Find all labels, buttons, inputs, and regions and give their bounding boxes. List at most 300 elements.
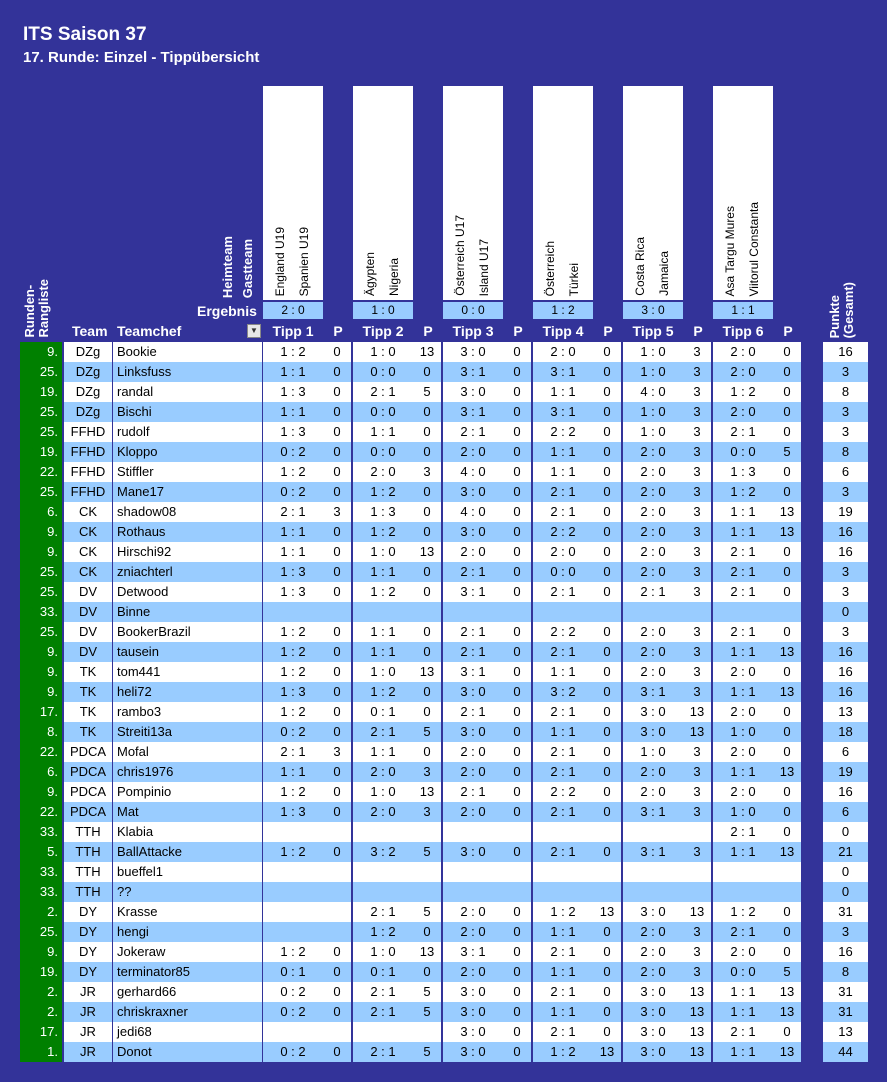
team-cell: DZg (64, 362, 112, 382)
tipp-cell: 1 : 2 (263, 462, 323, 482)
teamchef-cell: Stiffler (113, 462, 262, 482)
points-cell: 0 (323, 562, 351, 582)
rank-cell: 17. (20, 702, 62, 722)
tipp-cell: 1 : 1 (263, 402, 323, 422)
tipp-header: Tipp 4 (542, 323, 584, 339)
points-cell (413, 822, 441, 842)
points-cell: 0 (503, 902, 531, 922)
tipp-cell: 3 : 1 (623, 842, 683, 862)
total-points-cell: 6 (823, 802, 868, 822)
tipp-cell: 2 : 1 (443, 422, 503, 442)
table-row (0, 862, 887, 882)
total-points-cell: 31 (823, 902, 868, 922)
points-cell: 0 (593, 462, 621, 482)
points-cell: 0 (593, 382, 621, 402)
total-points-cell: 16 (823, 522, 868, 542)
tipp-cell: 3 : 0 (623, 1002, 683, 1022)
tipp-cell: 3 : 0 (443, 722, 503, 742)
points-cell: 0 (503, 522, 531, 542)
points-cell (593, 822, 621, 842)
table-row (0, 582, 887, 602)
tipp-cell (533, 882, 593, 902)
table-row (0, 902, 887, 922)
tipp-cell: 3 : 2 (533, 682, 593, 702)
tipp-cell: 3 : 1 (443, 582, 503, 602)
points-cell: 3 (683, 942, 711, 962)
table-row (0, 1042, 887, 1062)
rank-cell: 19. (20, 962, 62, 982)
tipp-cell: 1 : 1 (263, 542, 323, 562)
points-cell: 0 (593, 662, 621, 682)
points-cell: 0 (413, 482, 441, 502)
points-cell: 0 (323, 422, 351, 442)
points-cell: 0 (323, 442, 351, 462)
table-row (0, 982, 887, 1002)
points-cell: 0 (593, 742, 621, 762)
tipp-cell: 2 : 0 (713, 362, 773, 382)
team-cell: TK (64, 682, 112, 702)
points-cell: 0 (413, 562, 441, 582)
tipp-cell: 1 : 2 (353, 922, 413, 942)
team-cell: FFHD (64, 422, 112, 442)
points-cell: 13 (773, 1002, 801, 1022)
match-column-1 (263, 86, 323, 300)
tipp-cell: 1 : 2 (263, 342, 323, 362)
tipp-cell: 2 : 1 (263, 742, 323, 762)
team-cell: PDCA (64, 782, 112, 802)
total-points-cell: 0 (823, 602, 868, 622)
points-cell (503, 862, 531, 882)
points-cell (323, 862, 351, 882)
points-cell: 0 (323, 462, 351, 482)
total-points-cell: 0 (823, 822, 868, 842)
tipp-cell (263, 882, 323, 902)
rank-cell: 25. (20, 422, 62, 442)
points-cell: 0 (773, 382, 801, 402)
points-cell: 0 (323, 782, 351, 802)
teamchef-cell: heli72 (113, 682, 262, 702)
tipp-cell: 1 : 1 (713, 842, 773, 862)
tipp-cell: 4 : 0 (443, 502, 503, 522)
points-cell: 3 (683, 742, 711, 762)
points-cell (323, 1022, 351, 1042)
points-cell: 13 (413, 542, 441, 562)
points-cell: 0 (503, 542, 531, 562)
tipp-cell: 3 : 1 (623, 682, 683, 702)
rank-cell: 17. (20, 1022, 62, 1042)
rank-cell: 2. (20, 1002, 62, 1022)
points-cell: 3 (683, 802, 711, 822)
total-points-cell: 0 (823, 862, 868, 882)
tipp-cell: 2 : 0 (443, 962, 503, 982)
tipp-cell: 2 : 1 (533, 982, 593, 1002)
rank-cell: 9. (20, 662, 62, 682)
points-cell: 5 (413, 1042, 441, 1062)
points-cell (413, 602, 441, 622)
tipp-cell (713, 862, 773, 882)
team-cell: DY (64, 962, 112, 982)
tipp-cell: 2 : 1 (713, 422, 773, 442)
points-cell: 13 (413, 942, 441, 962)
teamchef-cell: chriskraxner (113, 1002, 262, 1022)
tipp-cell: 0 : 2 (263, 482, 323, 502)
team-cell: CK (64, 542, 112, 562)
points-cell: 3 (323, 742, 351, 762)
points-cell: 3 (413, 762, 441, 782)
tipp-cell: 3 : 0 (443, 522, 503, 542)
points-cell: 3 (413, 462, 441, 482)
match-column-5 (623, 86, 683, 300)
tipp-cell: 3 : 2 (353, 842, 413, 862)
tipp-cell: 1 : 3 (263, 582, 323, 602)
points-cell (413, 1022, 441, 1042)
points-cell: 0 (593, 502, 621, 522)
points-cell: 3 (683, 522, 711, 542)
points-cell: 0 (773, 622, 801, 642)
table-row (0, 422, 887, 442)
tipp-cell: 2 : 1 (533, 1022, 593, 1042)
runden-rangliste-label: Runden- Rangliste (22, 279, 51, 338)
tipp-cell (263, 902, 323, 922)
total-points-cell: 31 (823, 1002, 868, 1022)
total-points-cell: 18 (823, 722, 868, 742)
punkte-gesamt-label: Punkte (Gesamt) (827, 281, 856, 338)
points-cell: 0 (323, 482, 351, 502)
tipp-cell: 2 : 1 (443, 782, 503, 802)
tipp-cell: 0 : 0 (353, 402, 413, 422)
rank-cell: 33. (20, 822, 62, 842)
tipp-cell: 0 : 1 (353, 962, 413, 982)
points-cell: 0 (413, 622, 441, 642)
tipp-header: Tipp 5 (632, 323, 674, 339)
tipp-cell: 0 : 1 (353, 702, 413, 722)
tipp-cell: 1 : 1 (533, 722, 593, 742)
rank-cell: 22. (20, 802, 62, 822)
tipp-cell (533, 822, 593, 842)
tipp-header: Tipp 3 (452, 323, 494, 339)
tipp-cell: 3 : 1 (443, 942, 503, 962)
points-cell: 0 (503, 702, 531, 722)
points-cell: 0 (503, 1002, 531, 1022)
table-row (0, 342, 887, 362)
team-cell: CK (64, 502, 112, 522)
tipp-cell: 3 : 1 (533, 402, 593, 422)
rank-cell: 2. (20, 982, 62, 1002)
points-cell: 0 (503, 622, 531, 642)
points-cell: 0 (323, 582, 351, 602)
tipp-cell (443, 602, 503, 622)
table-row (0, 882, 887, 902)
tipp-cell: 2 : 0 (443, 802, 503, 822)
points-cell (773, 882, 801, 902)
tipp-cell: 1 : 2 (353, 522, 413, 542)
team-cell: FFHD (64, 462, 112, 482)
tipp-cell: 2 : 0 (623, 962, 683, 982)
points-cell (323, 922, 351, 942)
rank-cell: 6. (20, 502, 62, 522)
tipp-cell: 1 : 3 (263, 382, 323, 402)
tipp-cell: 2 : 0 (623, 662, 683, 682)
tipp-cell: 2 : 1 (533, 742, 593, 762)
tipp-cell: 2 : 1 (533, 942, 593, 962)
points-cell (593, 882, 621, 902)
team-cell: FFHD (64, 442, 112, 462)
points-cell: 0 (593, 802, 621, 822)
tipp-cell: 2 : 0 (443, 922, 503, 942)
tipp-cell: 1 : 2 (263, 662, 323, 682)
tipp-cell: 0 : 2 (263, 1002, 323, 1022)
tipp-cell: 2 : 0 (353, 762, 413, 782)
teamchef-cell: Detwood (113, 582, 262, 602)
points-cell: 0 (773, 542, 801, 562)
tipp-cell: 3 : 0 (623, 1022, 683, 1042)
team-cell: DY (64, 902, 112, 922)
table-row (0, 702, 887, 722)
tipp-cell: 2 : 0 (713, 742, 773, 762)
team-cell: DV (64, 582, 112, 602)
match-result: 1 : 0 (353, 302, 413, 319)
total-points-cell: 31 (823, 982, 868, 1002)
team-cell: FFHD (64, 482, 112, 502)
tipp-cell: 2 : 0 (713, 342, 773, 362)
tipp-cell: 2 : 1 (443, 562, 503, 582)
tipp-cell: 1 : 3 (263, 682, 323, 702)
tipp-cell: 0 : 0 (713, 442, 773, 462)
points-cell: 0 (593, 762, 621, 782)
points-cell: 3 (683, 962, 711, 982)
tipp-cell (443, 822, 503, 842)
points-cell: 0 (773, 582, 801, 602)
tipp-cell: 2 : 1 (533, 502, 593, 522)
points-header: P (693, 323, 703, 339)
teamchef-cell: bueffel1 (113, 862, 262, 882)
team-cell: JR (64, 1022, 112, 1042)
tipp-cell: 2 : 0 (533, 542, 593, 562)
tipp-cell: 3 : 0 (623, 982, 683, 1002)
match-column-6 (713, 86, 773, 300)
teamchef-filter-button[interactable]: ▼ (247, 324, 261, 338)
points-cell: 0 (413, 402, 441, 422)
rank-cell: 25. (20, 622, 62, 642)
tipp-cell: 2 : 1 (353, 382, 413, 402)
points-cell: 0 (773, 922, 801, 942)
tipp-cell: 2 : 1 (713, 622, 773, 642)
points-cell: 3 (683, 502, 711, 522)
tipp-cell: 1 : 2 (263, 842, 323, 862)
table-row (0, 842, 887, 862)
points-cell: 3 (683, 782, 711, 802)
total-points-cell: 8 (823, 382, 868, 402)
points-cell: 0 (323, 622, 351, 642)
teamchef-cell: shadow08 (113, 502, 262, 522)
rank-cell: 22. (20, 462, 62, 482)
total-points-cell: 6 (823, 742, 868, 762)
tipp-cell: 0 : 0 (713, 962, 773, 982)
tipp-cell: 0 : 0 (353, 362, 413, 382)
points-cell: 0 (773, 802, 801, 822)
tipp-cell: 2 : 1 (713, 582, 773, 602)
points-cell: 3 (683, 922, 711, 942)
tipp-cell: 2 : 0 (623, 942, 683, 962)
points-header: P (513, 323, 523, 339)
teamchef-cell: Rothaus (113, 522, 262, 542)
tipp-cell: 1 : 1 (533, 442, 593, 462)
tipp-cell: 3 : 0 (443, 982, 503, 1002)
tipp-cell: 1 : 1 (713, 762, 773, 782)
tipp-cell: 1 : 2 (713, 382, 773, 402)
total-points-cell: 3 (823, 582, 868, 602)
points-cell: 13 (773, 1042, 801, 1062)
team-cell: TTH (64, 882, 112, 902)
points-cell: 5 (413, 902, 441, 922)
points-cell: 0 (323, 542, 351, 562)
points-cell: 0 (323, 1042, 351, 1062)
points-cell: 0 (413, 362, 441, 382)
table-row (0, 682, 887, 702)
total-points-cell: 6 (823, 462, 868, 482)
table-row (0, 1002, 887, 1022)
rank-cell: 25. (20, 402, 62, 422)
table-row (0, 382, 887, 402)
team-cell: JR (64, 982, 112, 1002)
points-cell: 0 (593, 702, 621, 722)
rank-cell: 33. (20, 862, 62, 882)
points-cell: 0 (503, 342, 531, 362)
points-cell: 0 (773, 462, 801, 482)
points-cell: 0 (593, 522, 621, 542)
tipp-cell (443, 882, 503, 902)
points-cell (683, 882, 711, 902)
tipp-cell: 2 : 0 (713, 702, 773, 722)
tipp-cell: 2 : 0 (623, 762, 683, 782)
points-cell: 13 (773, 502, 801, 522)
points-cell (413, 882, 441, 902)
teamchef-cell: Krasse (113, 902, 262, 922)
points-cell: 0 (773, 402, 801, 422)
points-cell: 0 (503, 742, 531, 762)
points-cell: 0 (323, 682, 351, 702)
points-cell: 0 (593, 582, 621, 602)
points-cell: 13 (413, 342, 441, 362)
rank-cell: 19. (20, 442, 62, 462)
points-cell: 3 (683, 582, 711, 602)
points-cell: 5 (773, 442, 801, 462)
points-cell: 0 (593, 422, 621, 442)
tipp-cell (353, 602, 413, 622)
match-home-team: England U19 (273, 226, 287, 296)
tipp-cell: 1 : 1 (713, 1002, 773, 1022)
points-cell: 0 (503, 942, 531, 962)
teamchef-cell: Mat (113, 802, 262, 822)
teamchef-cell: Jokeraw (113, 942, 262, 962)
tipp-header: Tipp 6 (722, 323, 764, 339)
points-cell: 0 (593, 1022, 621, 1042)
tipp-cell: 1 : 1 (533, 1002, 593, 1022)
team-cell: DY (64, 922, 112, 942)
points-cell: 0 (773, 702, 801, 722)
points-cell: 0 (773, 422, 801, 442)
points-cell: 0 (503, 422, 531, 442)
tipp-cell: 1 : 1 (263, 762, 323, 782)
points-cell: 0 (773, 742, 801, 762)
tipp-cell: 2 : 0 (443, 542, 503, 562)
table-row (0, 1022, 887, 1042)
tipp-cell: 1 : 3 (263, 422, 323, 442)
team-cell: DV (64, 622, 112, 642)
team-cell: TK (64, 662, 112, 682)
tipp-cell: 1 : 1 (353, 622, 413, 642)
tipp-cell: 1 : 1 (713, 642, 773, 662)
tipp-cell: 1 : 3 (713, 462, 773, 482)
tipp-cell: 2 : 0 (713, 942, 773, 962)
match-away-team: Türkei (567, 262, 581, 296)
match-away-team: Spanien U19 (297, 226, 311, 296)
tipp-cell: 2 : 1 (353, 1042, 413, 1062)
total-points-cell: 16 (823, 682, 868, 702)
points-cell: 0 (773, 662, 801, 682)
points-cell: 0 (593, 402, 621, 422)
team-cell: DV (64, 602, 112, 622)
points-cell: 5 (413, 722, 441, 742)
tipp-cell: 2 : 0 (443, 902, 503, 922)
team-cell: DZg (64, 342, 112, 362)
tipp-cell: 3 : 0 (443, 1002, 503, 1022)
points-cell: 3 (413, 802, 441, 822)
gastteam-label: Gastteam (240, 238, 255, 298)
points-cell: 0 (593, 782, 621, 802)
tipp-cell: 3 : 0 (443, 482, 503, 502)
tipp-cell: 3 : 0 (623, 1042, 683, 1062)
rank-cell: 9. (20, 642, 62, 662)
tipp-cell: 2 : 1 (713, 822, 773, 842)
points-cell: 0 (773, 362, 801, 382)
points-cell: 0 (593, 562, 621, 582)
tipp-cell (353, 862, 413, 882)
tipp-cell (623, 862, 683, 882)
tipp-cell: 2 : 1 (713, 562, 773, 582)
tipp-cell: 2 : 0 (533, 342, 593, 362)
points-cell: 3 (323, 502, 351, 522)
tipp-cell: 3 : 1 (443, 362, 503, 382)
tipp-cell: 2 : 1 (263, 502, 323, 522)
points-cell: 0 (503, 722, 531, 742)
total-points-cell: 3 (823, 362, 868, 382)
tipp-cell: 3 : 0 (443, 1022, 503, 1042)
tipp-cell: 1 : 0 (713, 722, 773, 742)
tipp-cell: 1 : 0 (713, 802, 773, 822)
tipp-cell: 2 : 1 (533, 842, 593, 862)
tipp-cell: 4 : 0 (443, 462, 503, 482)
match-home-team: Österreich U17 (453, 215, 467, 296)
tipp-cell: 1 : 1 (263, 522, 323, 542)
points-cell: 0 (503, 922, 531, 942)
rank-cell: 9. (20, 342, 62, 362)
points-cell: 5 (413, 1002, 441, 1022)
points-cell: 0 (503, 482, 531, 502)
tipp-cell: 2 : 0 (713, 782, 773, 802)
table-row (0, 522, 887, 542)
match-column-4 (533, 86, 593, 300)
points-cell: 0 (323, 722, 351, 742)
points-cell: 3 (683, 342, 711, 362)
total-points-cell: 3 (823, 922, 868, 942)
team-cell: DZg (64, 402, 112, 422)
match-result: 1 : 2 (533, 302, 593, 319)
teamchef-cell: hengi (113, 922, 262, 942)
points-cell: 3 (683, 762, 711, 782)
tipp-cell: 2 : 0 (623, 502, 683, 522)
points-cell: 0 (593, 442, 621, 462)
